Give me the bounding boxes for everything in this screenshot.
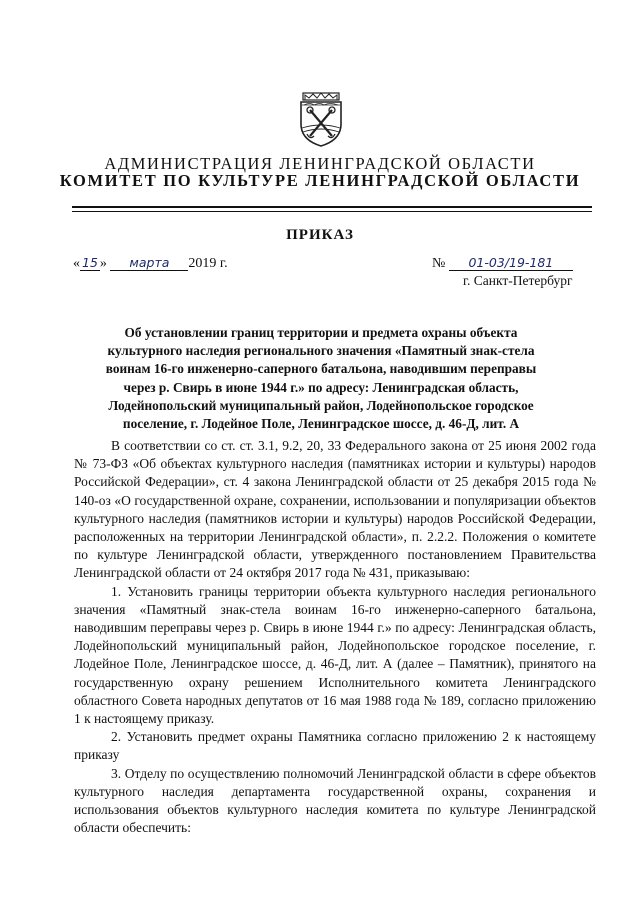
date-month: марта	[110, 255, 188, 271]
document-title: ПРИКАЗ	[286, 227, 354, 243]
number-value: 01-03/19-181	[449, 255, 573, 271]
document-body	[74, 437, 596, 837]
date-day: 15	[82, 255, 98, 270]
document-subject: Об установлении границ территории и предмета охраны объекта культурного наследия регионального значения «Памятный знак-стела воинам 16-го инженерно-саперного батальона, наводившим переправы через р. Свирь в июне 1944 г.» по адресу: Ленинградская область, Лодейнопольский муниципальный район, Лодейнопольское городское поселение, г. Лодейное Поле, Ленинградское шоссе, д. 46-Д, лит. А	[105, 325, 537, 432]
organization-name: АДМИНИСТРАЦИЯ ЛЕНИНГРАДСКОЙ ОБЛАСТИ	[104, 154, 536, 173]
date-year: 2019 г.	[188, 256, 228, 271]
body-paragraph-3: 3. Отделу по осуществлению полномочий Ленинградской области в сфере объектов культурного наследия департамента государственной охраны, сохранения и использования объектов культурного наследия комитета по культуре Ленинградской области обеспечить:	[74, 765, 596, 836]
header-rule-thin	[72, 211, 592, 212]
coat-of-arms-icon	[296, 92, 346, 147]
header-rule-thick	[72, 206, 592, 208]
date-open-quote: «	[73, 256, 80, 271]
document-number	[432, 255, 573, 272]
body-paragraph-preamble: В соответствии со ст. ст. 3.1, 9.2, 20, 33 Федерального закона от 25 июня 2002 года № 73-ФЗ «Об объектах культурного наследия (памятниках истории и культуры) народов Российской Федерации», ст. 4 закона Ленинградской области от 25 декабря 2015 года № 140-оз «О государственной охране, сохранении, использовании и популяризации объектов культурного наследия (памятников истории и культуры) народов Российской Федерации, расположенных на территории Ленинградской области», п. 2.2.2. Положения о комитете по культуре Ленинградской области, утвержденного постановлением Правительства Ленинградской области от 24 октября 2017 года № 431, приказываю:	[74, 438, 596, 581]
document-date	[73, 255, 228, 272]
committee-name: КОМИТЕТ ПО КУЛЬТУРЕ ЛЕНИНГРАДСКОЙ ОБЛАСТИ	[59, 171, 581, 190]
body-paragraph-1: 1. Установить границы территории объекта культурного наследия регионального значения «Памятный знак-стела воинам 16-го инженерно-саперного батальона, наводившим переправы через р. Свирь в июне 1944 г.» по адресу: Ленинградская область, Лодейнопольский муниципальный район, Лодейнопольское городское поселение, г. Лодейное Поле, Ленинградское шоссе, д. 46-Д, лит. А (далее – Памятник), принятого на государственную охрану решением Исполнительного комитета Ленинградского областного Совета народных депутатов от 16 мая 1988 года № 189, согласно приложению 1 к настоящему приказу.	[74, 583, 596, 727]
number-prefix: №	[432, 256, 446, 271]
document-city: г. Санкт-Петербург	[463, 273, 573, 288]
date-close-quote: »	[99, 256, 107, 271]
body-paragraph-2: 2. Установить предмет охраны Памятника согласно приложению 2 к настоящему приказу	[74, 729, 596, 763]
